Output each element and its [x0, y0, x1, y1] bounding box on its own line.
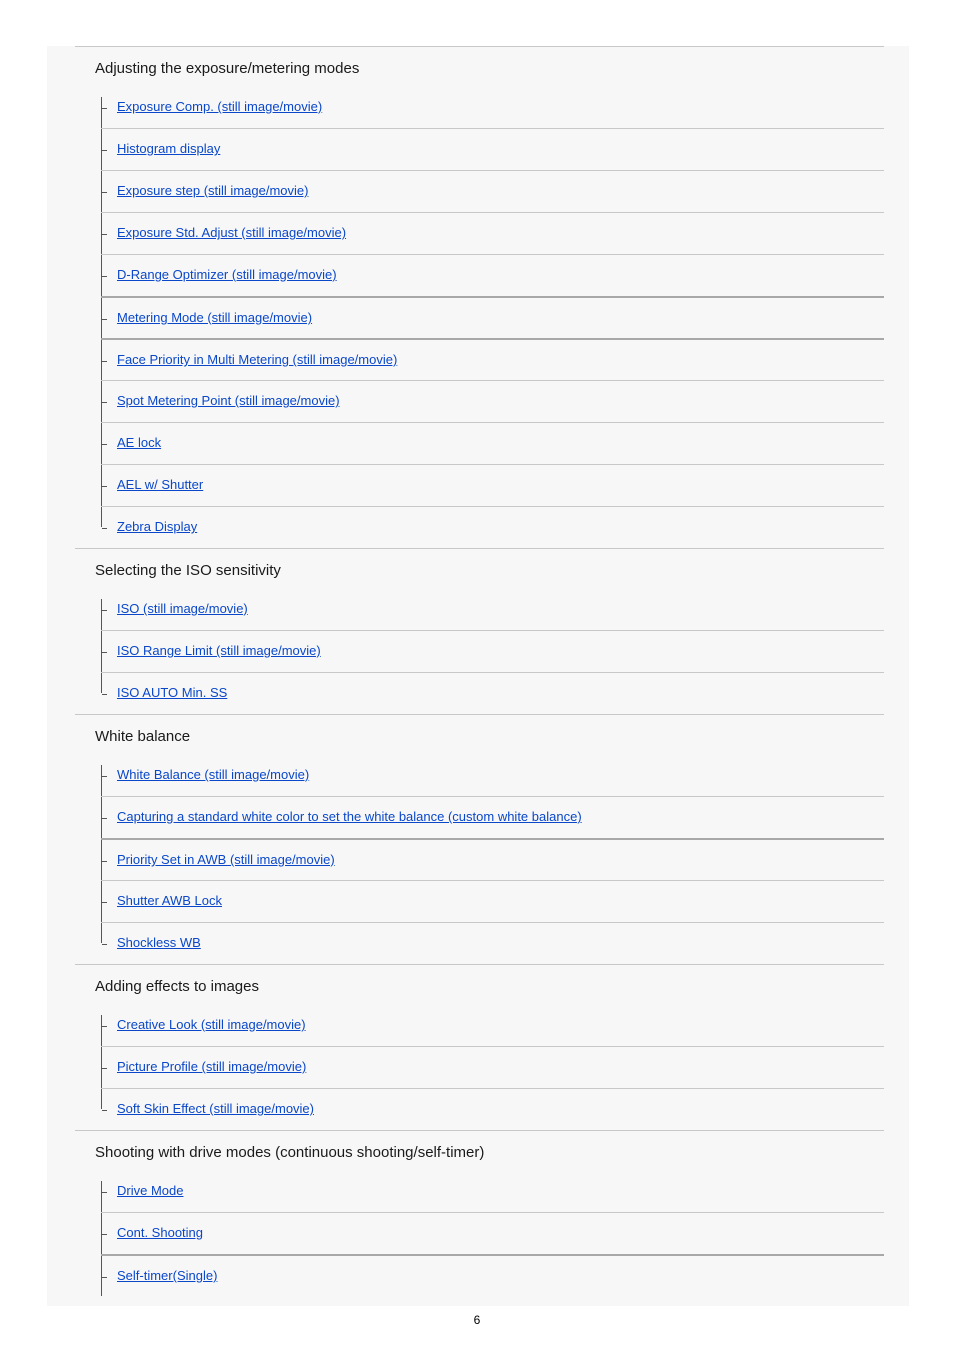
- toc-item: [101, 838, 884, 880]
- toc-item: [101, 296, 884, 338]
- toc-link[interactable]: Picture Profile (still image/movie): [117, 1059, 307, 1074]
- toc-link[interactable]: ISO AUTO Min. SS: [117, 685, 228, 700]
- toc-item: [101, 506, 884, 548]
- toc-item: [101, 87, 884, 128]
- toc-link[interactable]: Spot Metering Point (still image/movie): [117, 393, 340, 408]
- section-item-list: [101, 589, 884, 714]
- toc-section: [75, 46, 884, 548]
- toc-section: [75, 964, 884, 1130]
- toc-panel: [47, 46, 909, 1306]
- toc-link[interactable]: Soft Skin Effect (still image/movie): [117, 1101, 314, 1116]
- toc-section: [75, 1130, 884, 1296]
- section-item-list: [101, 755, 884, 964]
- toc-link[interactable]: Creative Look (still image/movie): [117, 1017, 306, 1032]
- toc-item: [101, 672, 884, 714]
- toc-link[interactable]: White Balance (still image/movie): [117, 767, 310, 782]
- toc-item: [101, 338, 884, 380]
- section-item-list: [101, 1005, 884, 1130]
- toc-link[interactable]: Shutter AWB Lock: [117, 893, 223, 908]
- toc-item: [101, 922, 884, 964]
- toc-link[interactable]: Exposure step (still image/movie): [117, 183, 309, 198]
- toc-link[interactable]: Histogram display: [117, 141, 221, 156]
- toc-item: [101, 422, 884, 464]
- toc-item: [101, 1046, 884, 1088]
- toc-item: [101, 380, 884, 422]
- page-number: 6: [473, 1313, 481, 1327]
- toc-section: [75, 548, 884, 714]
- toc-item: [101, 796, 884, 838]
- toc-link[interactable]: Face Priority in Multi Metering (still image/movie): [117, 352, 398, 367]
- toc-link[interactable]: Zebra Display: [117, 519, 198, 534]
- toc-link[interactable]: Cont. Shooting: [117, 1225, 204, 1240]
- section-title: Adjusting the exposure/metering modes: [95, 60, 360, 77]
- table-of-contents: [75, 46, 884, 1296]
- toc-item: [101, 170, 884, 212]
- toc-link[interactable]: ISO Range Limit (still image/movie): [117, 643, 321, 658]
- toc-item: [101, 212, 884, 254]
- section-title: Shooting with drive modes (continuous shooting/self-timer): [95, 1144, 485, 1161]
- toc-item: [101, 755, 884, 796]
- section-title: White balance: [95, 728, 191, 745]
- toc-link[interactable]: D-Range Optimizer (still image/movie): [117, 267, 337, 282]
- toc-link[interactable]: Priority Set in AWB (still image/movie): [117, 852, 335, 867]
- toc-item: [101, 1005, 884, 1046]
- section-item-list: [101, 1171, 884, 1296]
- toc-item: [101, 254, 884, 296]
- toc-item: [101, 880, 884, 922]
- toc-item: [101, 1088, 884, 1130]
- toc-item: [101, 464, 884, 506]
- toc-link[interactable]: Self-timer(Single): [117, 1268, 218, 1283]
- toc-item: [101, 630, 884, 672]
- toc-link[interactable]: ISO (still image/movie): [117, 601, 248, 616]
- toc-link[interactable]: AEL w/ Shutter: [117, 477, 204, 492]
- toc-link[interactable]: Drive Mode: [117, 1183, 184, 1198]
- toc-link[interactable]: Exposure Std. Adjust (still image/movie): [117, 225, 347, 240]
- toc-link[interactable]: AE lock: [117, 435, 162, 450]
- toc-link[interactable]: Capturing a standard white color to set the white balance (custom white balance): [117, 809, 582, 824]
- section-title: Adding effects to images: [95, 978, 259, 995]
- section-title: Selecting the ISO sensitivity: [95, 562, 281, 579]
- toc-item: [101, 1212, 884, 1254]
- toc-link[interactable]: Exposure Comp. (still image/movie): [117, 99, 323, 114]
- section-item-list: [101, 87, 884, 548]
- toc-item: [101, 1171, 884, 1212]
- toc-item: [101, 1254, 884, 1296]
- toc-section: [75, 714, 884, 964]
- toc-item: [101, 128, 884, 170]
- toc-link[interactable]: Shockless WB: [117, 935, 201, 950]
- toc-link[interactable]: Metering Mode (still image/movie): [117, 310, 313, 325]
- toc-item: [101, 589, 884, 630]
